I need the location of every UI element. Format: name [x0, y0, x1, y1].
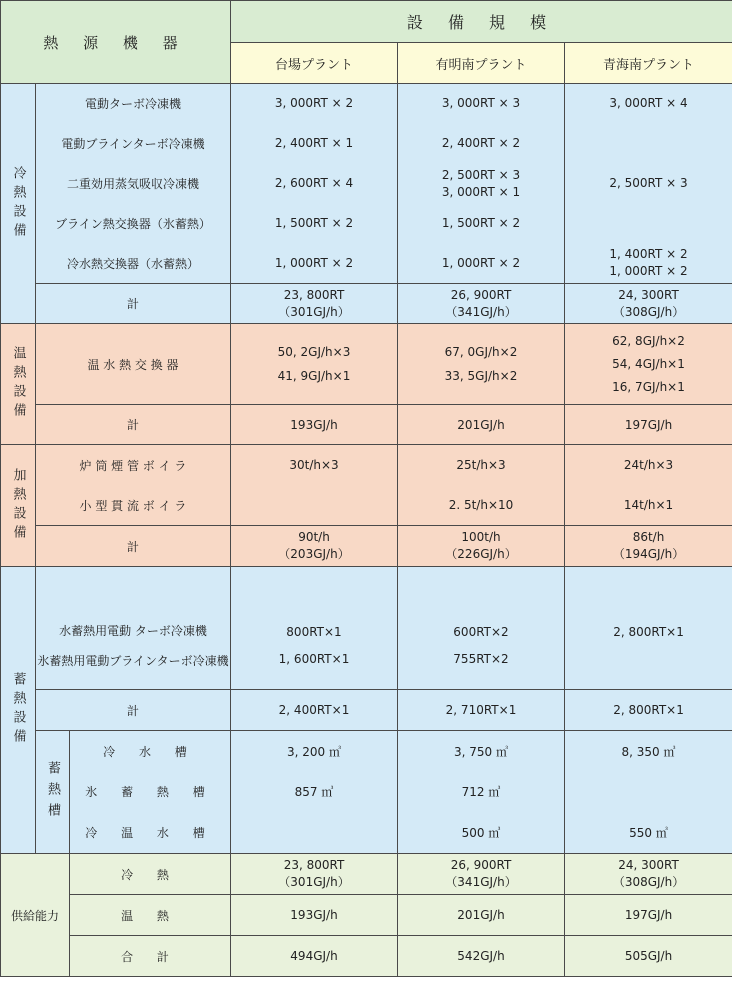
tank-cell: [565, 772, 732, 812]
group-storage: 蓄熱設備: [1, 567, 36, 854]
storage-total-cell: 2, 710RT×1: [398, 690, 565, 731]
cell-value: 16, 7GJ/h×1: [612, 379, 685, 394]
heating-row-name: 炉 筒 煙 管 ボ イ ラ: [36, 445, 231, 486]
heating-cell: 2. 5t/h×10: [398, 486, 565, 526]
cell-value: 1, 000RT × 2: [274, 255, 354, 270]
cell-value: 90t/h: [298, 530, 330, 544]
cell-value: 1, 500RT × 2: [441, 216, 521, 230]
cooling-row-name: 二重効用蒸気吸収冷凍機: [36, 164, 231, 204]
cooling-cell: [565, 244, 732, 284]
cell-value: 2, 500RT × 3: [609, 176, 688, 190]
tank-cell: 3, 200 ㎥: [231, 731, 398, 772]
cell-value: 2, 500RT × 3: [441, 167, 521, 182]
storage-cell: 755RT×2: [398, 649, 565, 690]
heating-cell: 24t/h×3: [565, 445, 732, 486]
cooling-cell: [231, 84, 398, 124]
heating-cell: 30t/h×3: [231, 445, 398, 486]
cell-value: 24, 300RT: [618, 858, 679, 872]
supply-cell: 197GJ/h: [565, 895, 732, 936]
cell-value: 23, 800RT: [283, 858, 345, 872]
tank-row-name: 氷 蓄 熱 槽: [70, 772, 231, 812]
cell-value: 3, 000RT × 4: [609, 96, 688, 111]
supply-cell: 542GJ/h: [398, 936, 565, 977]
cell-value: 26, 900RT: [450, 858, 512, 872]
heating-total-cell: [231, 526, 398, 567]
warm-cell: [565, 324, 732, 405]
cell-value: 2, 400RT × 1: [274, 136, 354, 150]
group-heating: 加熱設備: [1, 445, 36, 567]
group-cooling: 冷熱設備: [1, 84, 36, 324]
cooling-row-name: 電動ブラインターボ冷凍機: [36, 124, 231, 164]
cooling-cell: [565, 204, 732, 244]
storage-cell: 1, 600RT×1: [231, 649, 398, 690]
cell-value: 3, 000RT × 3: [441, 96, 521, 111]
storage-row-name: 氷蓄熱用電動ブラインターボ冷凍機: [36, 649, 231, 690]
tank-cell: 712 ㎥: [398, 772, 565, 812]
cell-value: （226GJ/h）: [445, 547, 517, 561]
cell-value: 2, 600RT × 4: [274, 176, 354, 190]
cell-value: （308GJ/h）: [612, 304, 685, 319]
tank-cell: 3, 750 ㎥: [398, 731, 565, 772]
cell-value: 2, 400RT × 2: [441, 136, 521, 150]
cell-value: 1, 500RT × 2: [274, 216, 354, 230]
cooling-cell: [231, 164, 398, 204]
cooling-total-cell: [565, 284, 732, 324]
supply-cell: [398, 854, 565, 895]
cell-value: 26, 900RT: [450, 287, 512, 302]
heating-total-cell: [398, 526, 565, 567]
cell-value: 1, 000RT × 2: [609, 264, 688, 279]
tank-cell: 857 ㎥: [231, 772, 398, 812]
heating-cell: [231, 486, 398, 526]
tank-row-name: 冷 水 槽: [70, 731, 231, 772]
tank-cell: 550 ㎥: [565, 812, 732, 854]
cell-value: 86t/h: [632, 530, 665, 544]
warm-total-label: 計: [36, 405, 231, 445]
supply-row-name: 温 熱: [70, 895, 231, 936]
cooling-cell: [231, 124, 398, 164]
cooling-cell: [398, 244, 565, 284]
cell-value: （341GJ/h）: [445, 875, 517, 889]
cell-value: （194GJ/h）: [612, 547, 685, 561]
tank-row-name: 冷 温 水 槽: [70, 812, 231, 854]
plant-daiba: 台場プラント: [231, 43, 398, 84]
supply-row-name: 合 計: [70, 936, 231, 977]
cell-value: 67, 0GJ/h×2: [444, 345, 518, 359]
warm-cell: [398, 324, 565, 405]
cooling-cell: [565, 164, 732, 204]
warm-total-cell: 193GJ/h: [231, 405, 398, 445]
cooling-total-label: 計: [36, 284, 231, 324]
cooling-cell: [231, 244, 398, 284]
cooling-cell: [565, 124, 732, 164]
cell-value: 50, 2GJ/h×3: [277, 345, 351, 359]
supply-cell: [231, 854, 398, 895]
storage-total-label: 計: [36, 690, 231, 731]
warm-total-cell: 201GJ/h: [398, 405, 565, 445]
cell-value: （203GJ/h）: [278, 547, 350, 561]
cooling-cell: [231, 204, 398, 244]
cell-value: 41, 9GJ/h×1: [277, 369, 351, 383]
storage-cell: 2, 800RT×1: [565, 567, 732, 649]
warm-total-cell: 197GJ/h: [565, 405, 732, 445]
heating-cell: 25t/h×3: [398, 445, 565, 486]
header-heat-source: 熱 源 機 器: [1, 1, 231, 84]
supply-cell: [565, 854, 732, 895]
cell-value: 23, 800RT: [283, 287, 345, 302]
cell-value: （341GJ/h）: [445, 304, 517, 319]
cell-value: 1, 400RT × 2: [609, 247, 688, 262]
cell-value: 3, 000RT × 2: [274, 96, 354, 111]
cell-value: （301GJ/h）: [278, 304, 350, 319]
tank-cell: 500 ㎥: [398, 812, 565, 854]
cell-value: 24, 300RT: [618, 287, 679, 302]
header-scale: 設 備 規 模: [231, 1, 732, 43]
storage-cell: 600RT×2: [398, 567, 565, 649]
cooling-total-cell: [231, 284, 398, 324]
storage-total-cell: 2, 800RT×1: [565, 690, 732, 731]
supply-cell: 505GJ/h: [565, 936, 732, 977]
cooling-row-name: 電動ターボ冷凍機: [36, 84, 231, 124]
supply-cell: 201GJ/h: [398, 895, 565, 936]
tank-cell: 8, 350 ㎥: [565, 731, 732, 772]
supply-row-name: 冷 熱: [70, 854, 231, 895]
cell-value: 100t/h: [461, 530, 501, 544]
cell-value: （308GJ/h）: [612, 875, 685, 889]
storage-cell: [565, 649, 732, 690]
cell-value: 62, 8GJ/h×2: [612, 333, 685, 348]
cooling-row-name: 冷水熱交換器（水蓄熱）: [36, 244, 231, 284]
tank-cell: [231, 812, 398, 854]
warm-cell: [231, 324, 398, 405]
heating-total-label: 計: [36, 526, 231, 567]
cooling-row-name: ブライン熱交換器（氷蓄熱）: [36, 204, 231, 244]
supply-cell: 193GJ/h: [231, 895, 398, 936]
cooling-cell: [398, 84, 565, 124]
warm-row-name: 温 水 熱 交 換 器: [36, 324, 231, 405]
supply-cell: 494GJ/h: [231, 936, 398, 977]
cell-value: 3, 000RT × 1: [441, 184, 521, 199]
cell-value: 1, 000RT × 2: [441, 255, 521, 270]
heating-cell: 14t/h×1: [565, 486, 732, 526]
storage-total-cell: 2, 400RT×1: [231, 690, 398, 731]
cell-value: 33, 5GJ/h×2: [444, 369, 518, 383]
plant-aomi-minami: 青海南プラント: [565, 43, 732, 84]
group-storage-tank: 蓄熱槽: [36, 731, 70, 854]
cooling-cell: [398, 164, 565, 204]
group-warm: 温熱設備: [1, 324, 36, 445]
cooling-cell: [398, 204, 565, 244]
cooling-total-cell: [398, 284, 565, 324]
group-supply: 供給能力: [1, 854, 70, 977]
cooling-cell: [565, 84, 732, 124]
storage-cell: 800RT×1: [231, 567, 398, 649]
heating-row-name: 小 型 貫 流 ボ イ ラ: [36, 486, 231, 526]
cell-value: （301GJ/h）: [278, 875, 350, 889]
cooling-cell: [398, 124, 565, 164]
heating-total-cell: [565, 526, 732, 567]
storage-row-name: 水蓄熱用電動 ターボ冷凍機: [36, 567, 231, 649]
plant-ariake-minami: 有明南プラント: [398, 43, 565, 84]
cell-value: 54, 4GJ/h×1: [612, 356, 685, 371]
